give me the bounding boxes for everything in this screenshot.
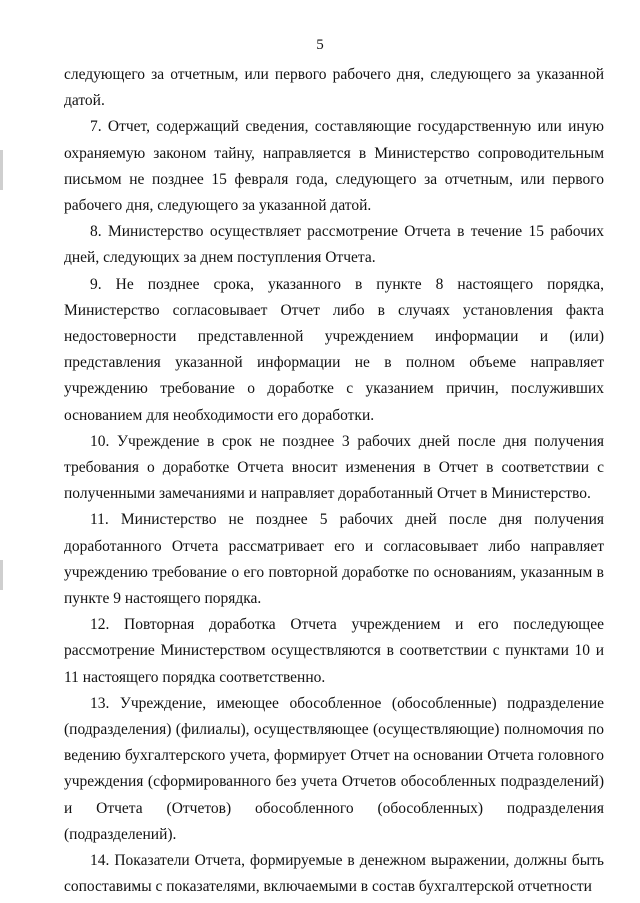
paragraph-13: 13. Учреждение, имеющее обособленное (обособленные) подразделение (подразделения) (филиалы), осуществляющее (осуществляющие) полномочия по ведению бухгалтерского учета, формирует Отчет на основании Отчета головного учреждения (сформированного без учета Отчетов обособленных подразделений) и Отчета (Отчетов) обособленного (обособленных) подразделения (подразделений). (64, 694, 604, 843)
paragraph-12: 12. Повторная доработка Отчета учреждением и его последующее рассмотрение Министерством осуществляются в соответствии с пунктами 10 и 11 настоящего порядка соответственно. (64, 616, 604, 686)
paragraph-7: 7. Отчет, содержащий сведения, составляющие государственную или иную охраняемую законом тайну, направляется в Министерство сопроводительным письмом не позднее 15 февраля года, следующего за отчетным, или первого рабочего дня, следующего за указанной датой. (64, 118, 604, 215)
paragraph-14: 14. Показатели Отчета, формируемые в денежном выражении, должны быть сопоставимы с показателями, включаемыми в состав бухгалтерской отчетности (64, 852, 604, 896)
scan-edge-mark (0, 150, 3, 190)
paragraph-10: 10. Учреждение в срок не позднее 3 рабочих дней после дня получения требования о доработке Отчета вносит изменения в Отчет в соответствии с полученными замечаниями и направляет доработанный Отчет в Министерство. (64, 432, 604, 503)
paragraph-11: 11. Министерство не позднее 5 рабочих дней после дня получения доработанного Отчета рассматривает его и согласовывает либо направляет учреждению требование о его повторной доработке по основаниям, указанным в пункте 9 настоящего порядка. (64, 511, 604, 608)
document-body (64, 62, 604, 901)
paragraph-8: 8. Министерство осуществляет рассмотрение Отчета в течение 15 рабочих дней, следующих за днем поступления Отчета. (64, 223, 604, 267)
scan-edge-mark (0, 560, 3, 590)
page-number: 5 (316, 37, 324, 53)
paragraph-9: 9. Не позднее срока, указанного в пункте 8 настоящего порядка, Министерство согласовывает Отчет либо в случаях установления факта недостоверности представленной учреждением информации и (или) представления указанной информации не в полном объеме направляет учреждению требование о доработке с указанием причин, послуживших основанием для необходимости его доработки. (64, 275, 604, 424)
paragraph-continuation: следующего за отчетным, или первого рабочего дня, следующего за указанной датой. (64, 66, 604, 110)
